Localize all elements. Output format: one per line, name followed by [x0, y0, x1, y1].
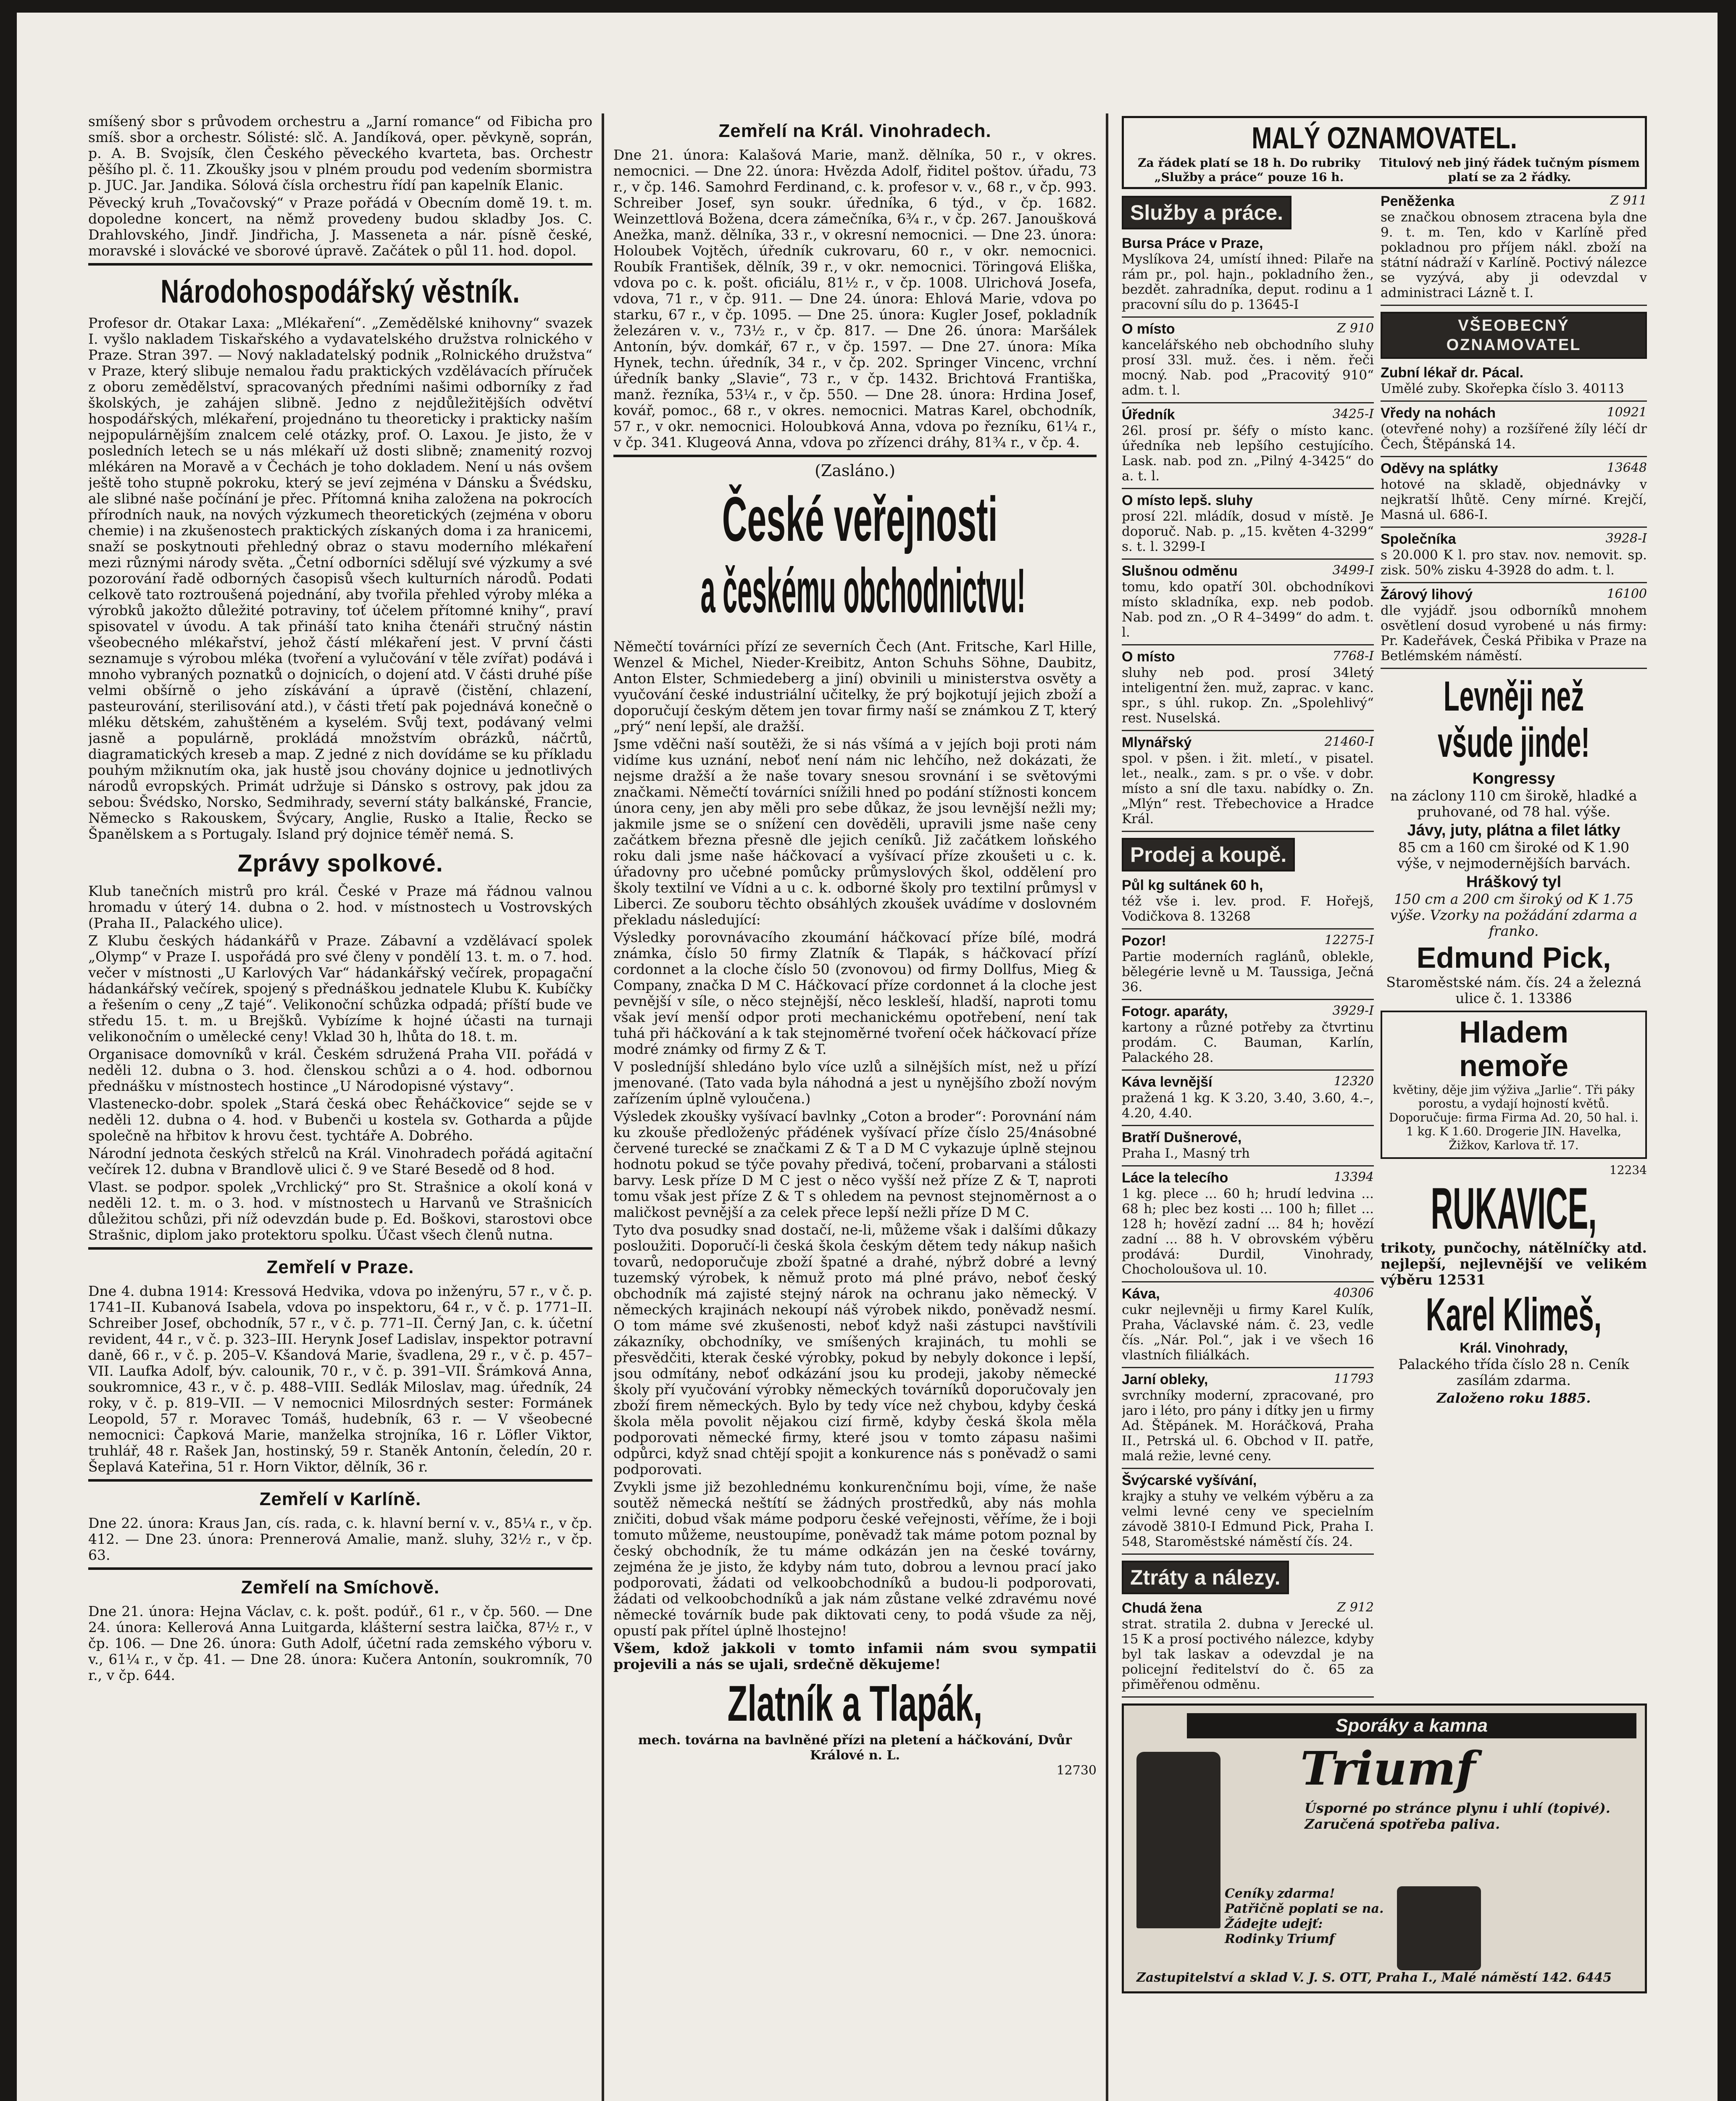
statement-paragraph: V posledníjší shledáno bylo více uzlů a silnějších míst, než u přízí jmenované. (Tato vada byla náhodná a jest u nynějšího zboží novým zařízením úplně vyloučena.): [613, 1058, 1097, 1107]
hladem-text: květiny, děje jim výživa „Jarlie“. Tři páky porostu, a vydají hojností květů. Doporučuje: firma Firma Ad. 20, 50 hal. i. 1 kg. K 1.60. Drogerie JIN. Havelka, Žižkov, Karlova tř. 17.: [1389, 1083, 1639, 1152]
classified-ad: Káva levnější 12320 pražená 1 kg. K 3.20, 3.40, 3.60, 4.–, 4.20, 4.40.: [1122, 1072, 1374, 1126]
club-news-item: Vlastenecko-dobr. spolek „Stará česká obec Řeháčkovice“ sejde se v neděli 12. dubna o 4. hod. v Bubenči u kostela sv. Gotharda a půjde společně na hřbitov k hrovu čest. tychtáře A. Dobrého.: [88, 1095, 592, 1144]
stove-illustration-small: [1397, 1886, 1481, 1970]
javy-text: 85 cm a 160 cm široké od K 1.90 výše, v nejmodernějších barvách.: [1397, 839, 1631, 871]
scan-border-right: [1718, 0, 1736, 2101]
column-rule-2: [1106, 113, 1108, 2101]
deaths-prague-list: Dne 4. dubna 1914: Kressová Hedvika, vdova po inženýru, 57 r., v č. p. 1741–II. Kubanová Isabela, vdova po inspektoru, 64 r., v č. p. 1771–II. Schreiber Josef, obchodník, 57 r., v č. p. 771–II. Černý Jan, c. k. účetní revident, 44 r., v č. p. 323–III. Herynk Josef Ladislav, inspektor potravní daně, 66 r., v č. p. 205–V. Kšandová Marie, švadlena, 29 r., v č. p. 457–VII. Laufka Adolf, býv. calounik, 70 r., v č. p. 391–VII. Šrámková Anna, soukromnice, 43 r., v č. p. 488–VIII. Sedlák Miloslav, mag. úředník, 24 roky, v č. p. 819–VII. — V nemocnici Milosrdných sester: Formánek Leopold, 57 r. Moravec Tomáš, hudebník, 63 r. — V všeobecné nemocnici: Čapková Marie, manželka strojníka, 16 r. Löfler Viktor, truhlář, 48 r. Rašek Jan, hostinský, 59 r. Staněk Antonín, čeledín, 20 r. Šeplavá Kateřina, 51 r. Horn Viktor, dělník, 36 r.: [88, 1283, 592, 1475]
classified-ad: Jarní obleky, 11793 svrchníky moderní, zpracované, pro jaro i léto, pro pány i dítky jen u firmy Ad. Štěpánek. M. Horáčková, Praha II., Petrská ul. 6. Obchod v II. patře, malá režie, levné ceny.: [1122, 1370, 1374, 1469]
deaths-smichov-list: Dne 21. února: Hejna Václav, c. k. pošt. podúř., 61 r., v čp. 560. — Dne 24. února: Kellerová Anna Luitgarda, klášterní sestra laička, 87½ r., v čp. 106. — Dne 26. února: Guth Adolf, účetní rada zemského výboru v. v., 61¼ r., v čp. 41. — Dne 28. února: Kučera Antonín, soukromník, 70 r., v čp. 644.: [88, 1603, 592, 1683]
classified-ad: Zubní lékař dr. Pácal. Umělé zuby. Skořepka číslo 3. 40113: [1381, 363, 1647, 402]
scan-border-left: [0, 0, 17, 2101]
classified-ad: Úředník 3425-I 26l. prosí pr. šéfy o místo kanc. úředníka neb lepšího cestujícího. Lask. nab. pod zn. „Pilný 4-3425“ do a. t. l.: [1122, 405, 1374, 489]
club-news-item: Organisace domovníků v král. Českém sdružená Praha VII. pořádá v neděli 12. dubna o 3. hod. členskou schůzi a o 4. hod. odbornou přednášku v místnostech hostince „U Národopisné výstavy“.: [88, 1046, 592, 1094]
triumf-catalog-note: Ceníky zdarma! Patřičně poplati se na. Žádejte udejť: Rodinky Triumf: [1225, 1886, 1384, 1946]
statement-paragraph: Zvykli jsme již bezohlednému konkurenčnímu boji, víme, že naše soutěž německá neštítí se žádných prostředků, aby nás mohla zničiti, dobud však máme podporu české veřejnosti, věříme, že i boji tomuto můžeme, neustoupíme, poněvadž tak máme potom poznal by český obchodník, že tu máme odkázán jen na české továrny, zejména že je jisto, že kdyby nám tuto, dobrou a levnou prací jako podporovati, žádati od velkoobchodníků a budou-li podporovati, žádati od velkoobchodníků a jak nám zůstane velké zdravému nové německé továrník bude pak diktovati ceny, to podá všude za něj, opustí pak přítel úplně lhostejno!: [613, 1479, 1097, 1639]
scan-border-top: [0, 0, 1736, 13]
column-middle: [613, 113, 1097, 2101]
classified-ad: Mlynářský 21460-I spol. v pšen. i žit. mletí., v pisatel. let., nealk., zam. s pr. o vše. v dobr. místo a sní dle taxu. nabídky o. Zn. „Mlýn“ rest. Třebechovice a Hradce Král.: [1122, 733, 1374, 832]
pick-name: Edmund Pick,: [1416, 941, 1611, 974]
hladem-title-1: Hladem: [1459, 1016, 1569, 1049]
classified-ad: Žárový lihový 16100 dle vyjádř. jsou odborníků mnohem osvětlení dosud vyrobené u nás firmy: Pr. Kadeřávek, Česká Přibika v Praze na Betlémském náměstí.: [1381, 585, 1647, 669]
statement-paragraph: Jsme vděčni naší soutěži, že si nás všímá a v jejích boji proti nám vidíme kus uznání, neboť není nám nic lehčího, než dokázati, že nejsme dražší a že naše tovary snesou srovnání i se světovými značkami. Němečtí továrníci snížili hned po podání stížnosti koncem února ceny, jen aby měli pro sebe důkaz, že jsou levnější nežli my; jakmile jsme se o snížení cen dověděli, upravili jsme naše ceny začátkem března přesně dle jejich ceníků. Již začátkem loňského roku dali jsme naše háčkovací a vyšívací příze zkoušeti u c. k. úřadovny pro učebné pomůcky průmyslových škol, oddělení pro školy textilní ve Vídni a u c. k. odborné školy pro textilní průmysl v Liberci. Ze souboru těchto obsáhlých zkoušek uvádíme v doslovném překladu následující:: [613, 736, 1097, 928]
javy-title: Jávy, juty, plátna a filet látky: [1407, 821, 1620, 839]
statement-paragraph: Němečtí továrníci přízí ze severních Čech (Ant. Fritsche, Karl Hille, Wenzel & Michel, Nieder-Kreibitz, Anton Schuhs Söhne, Daubitz, Anton Elster, Schmiedeberg a jiní) obvinili u ministerstva osvěty a vyučování české industriální učitelky, že prý bojkotují jejich zboží a doporučují českým dětem jen tovar firmy naší se známkou Z T, který „prý“ není lepší, ale dražší.: [613, 638, 1097, 735]
category-sales: Prodej a koupě.: [1122, 838, 1295, 871]
deaths-smichov-title: Zemřelí na Smíchově.: [241, 1577, 440, 1598]
classified-ad: Společníka 3928-I s 20.000 K l. pro stav. nov. nemovit. sp. zisk. 50% zisku 4-3928 do adm. t. l.: [1381, 529, 1647, 583]
category-lost-found: Ztráty a nálezy.: [1122, 1561, 1289, 1594]
triumf-dealer: Zastupitelství a sklad V. J. S. OTT, Praha I., Malé náměstí 142. 6445: [1136, 1970, 1612, 1985]
club-news-title: Zprávy spolkové.: [237, 850, 443, 877]
hrackovy-text: 150 cm a 200 cm široký od K 1.75 výše. Vzorky na požádání zdarma a franko.: [1390, 891, 1638, 939]
classified-ad: Slušnou odměnu 3499-I tomu, kdo opatří 30l. obchodníkovi místo skladníka, exp. neb podob. Nab. pod zn. „O R 4–3499“ do adm. t. l.: [1122, 561, 1374, 645]
classifieds-grid: [1122, 192, 1647, 1699]
klimes-established: Založeno roku 1885.: [1436, 1390, 1591, 1406]
signature-code: 12730: [1056, 1763, 1097, 1778]
hladem-title-2: nemoře: [1459, 1049, 1569, 1083]
klimes-subtitle: Král. Vinohrady,: [1460, 1340, 1568, 1356]
kongressy-title: Kongressy: [1472, 770, 1555, 787]
statement-thanks: Všem, kdož jakkoli v tomto infamii nám svou sympatii projevili a nás se ujali, srdečně děkujeme!: [613, 1640, 1097, 1672]
signature-subtitle: mech. továrna na bavlněné přízi na pletení a háčkování, Dvůr Králové n. L.: [638, 1733, 1072, 1763]
classified-ad: Peněženka Z 911 se značkou obnosem ztracena byla dne 9. t. m. Ten, kdo v Karlíně před pokladnou pro příjem nákl. zboží na státní nádraží v Karlíně. Poctivý nálezce se vyzývá, aby ji odevzdal v administraci Lázně t. I.: [1381, 192, 1647, 306]
levneji-headline-1: Levněji než: [1443, 673, 1584, 720]
zaslano-label: (Zasláno.): [815, 461, 895, 480]
classified-ad: O místo 7768-I sluhy neb pod. prosí 34letý inteligentní žen. muž, zaprac. v kanc. spr., s úhl. rukop. Zn. „Spolehlivý“ rest. Nuselská.: [1122, 647, 1374, 731]
club-news-item: Národní jednota českých střelců na Král. Vinohradech pořádá agitační večírek 12. dubna v Brandlově ulici č. 9 ve Staré Besedě od 8 hod.: [88, 1145, 592, 1177]
levneji-headline-2: všude jinde!: [1438, 719, 1590, 766]
classified-ad: O místo Z 910 kancelářského neb obchodního sluhy prosí 33l. muž. čes. i něm. řeči mocný. Nab. pod „Pracovitý 910“ adm. t. l.: [1122, 319, 1374, 403]
divider: [88, 1247, 592, 1250]
classified-ad: Bursa Práce v Praze, Myslíkova 24, umístí ihned: Pilaře na rám pr., pol. hajn., pokladního žen., bezdět. zahradníka, deput. rodinu a 1 pracovní sílu do p. 13645-I: [1122, 234, 1374, 318]
club-news-item: Vlast. se podpor. spolek „Vrchlický“ pro St. Strašnice a okolí koná v neděli 12. t. m. o 3. hod. v místnostech u Harvanů ve Strašnicích důležitou schůzi, při níž odevzdán bude p. Ed. Boškovi, starostovi obce Strašnic, diplom jako protektoru spolku. Účast všech členů nutna.: [88, 1179, 592, 1243]
statement-paragraph: Výsledek zkoušky vyšívací bavlnky „Coton a broder“: Porovnání nám ku zkouše předloženýc přádének vyšívací příze číslo 25/4násobné červené turecké se značkami Z & T a D M C vykazuje úplně stejnou hodnotu pokud se týče povahy předivá, točení, probarvani a stálosti barvy. Lesk příze D M C jest o něco vyšší než příze Z & T, naproti tomu však jest příze Z & T s ohledem na pevnost stejnoměrnost a o maličkost pevnější a za celek přece lepší nežli příze D M C.: [613, 1108, 1097, 1220]
deaths-prague-title: Zemřelí v Praze.: [266, 1257, 414, 1277]
category-services: Služby a práce.: [1122, 196, 1291, 229]
hladem-ad: [1381, 1011, 1647, 1159]
triumf-brand: Triumf: [1300, 1741, 1476, 1796]
classified-ad: Káva, 40306 cukr nejlevněji u firmy Karel Kulík, Praha, Václavské nám. č. 23, vedle čís. „Nár. Pol.“, jak i ve všech 16 vlastních filiálkách.: [1122, 1284, 1374, 1368]
statement-paragraph: Výsledky porovnávacího zkoumání háčkovací příze bílé, modrá známka, číslo 50 firmy Zlatník & Tlapák, s háčkovací přízí cordonnet a la cloche číslo 50 (zvonovou) od firmy Dollfus, Mieg & Company, značka D M C. Háčkovací příze cordonnet á la cloche jest pevnější v síle, o něco stejnější, něco leskleší, hladší, naproti tomu však jeví menší odpor proti mechanickému opotřebení, není tak tuhá při háčkování a k tak stejnoměrné tvoření oček háčkovací příze modré známky od firmy Z & T.: [613, 929, 1097, 1057]
economic-section-title: Národohospodářský věstník.: [160, 273, 520, 310]
classified-ad: Bratří Dušnerové, Praha I., Masný trh: [1122, 1128, 1374, 1166]
classified-ad: Oděvy na splátky 13648 hotové na skladě, objednávky v nejkratší lhůtě. Ceny mírné. Krejčí, Masná ul. 686-I.: [1381, 459, 1647, 528]
classifieds-right: [1381, 192, 1647, 1699]
hrackovy-title: Hráškový tyl: [1466, 873, 1561, 891]
triumf-stove-ad: [1122, 1703, 1647, 1993]
triumf-subtitle: Úsporné po stránce plynu i uhlí (topivé). Zaručená spotřeba paliva.: [1305, 1800, 1610, 1832]
vseobecny-oznamovatel-banner: VŠEOBECNÝ OZNAMOVATEL: [1381, 312, 1647, 359]
deaths-vinohrady-title: Zemřelí na Král. Vinohradech.: [718, 121, 992, 141]
rukavice-text: trikoty, punčochy, nátělníčky atd. nejlepší, nejlevnější ve velikém výběru 12531: [1381, 1240, 1647, 1288]
klimes-name: Karel Klimeš,: [1426, 1289, 1602, 1340]
klimes-text: Palackého třída číslo 28 n. Ceník zasílám zdarma.: [1398, 1356, 1629, 1388]
club-news-item: Z Klubu českých hádankářů v Praze. Zábavní a vzdělávací spolek „Olymp“ v Praze I. uspořádá pro své členy v pondělí 13. t. m. o 7. hod. večer v místnosti „U Karlových Var“ hádankářský večírek, propagační hádankářský večírek, spojený s přednáškou jednatele Klubu K. Kubíčky a řešením o ceny „Z tajé“. Velikonoční schůzka odpadá; příští bude ve středu 15. t. m. u Brejšků. Vybízíme k hojné účasti na turnaji velikonočním o umělecké ceny! Vklad 30 h, lhůta do 18. t. m.: [88, 932, 592, 1045]
divider: [613, 455, 1097, 457]
classified-ad: Švýcarské vyšívání, krajky a stuhy ve velkém výběru a za velmi levné ceny ve specielním závodě 3810-I Edmund Pick, Praha I. 548, Staroměstské náměstí čís. 24.: [1122, 1471, 1374, 1555]
club-news-item: Klub tanečních mistrů pro král. České v Praze má řádnou valnou hromadu v úterý 14. dubna o 2. hod. v místnostech u Vostrovských (Praha II., Palackého ulice).: [88, 883, 592, 931]
classified-ad: Láce la telecího 13394 1 kg. plece ... 60 h; hrudí ledvina ... 68 h; plec bez kosti ... 100 h; fillet ... 128 h; hovězí zadní ... 84 h; hovězí zadní ... 88 h. V obrovském výběru prodává: Durdil, Vinohrady, Chocholoušova ul. 10.: [1122, 1168, 1374, 1282]
triumf-ad-title: Sporáky a kamna: [1187, 1713, 1636, 1738]
deaths-karlin-list: Dne 22. února: Kraus Jan, cís. rada, c. k. hlavní berní v. v., 85¼ r., v čp. 412. — Dne 23. února: Prennerová Amalie, manž. sluhy, 32½ r., v čp. 63.: [88, 1515, 592, 1563]
headline-line-1: České veřejnosti: [722, 484, 998, 554]
rukavice-code: 12234: [1609, 1163, 1647, 1177]
statement-paragraph: Tyto dva posudky snad dostačí, ne-li, můžeme však i dalšími důkazy posloužiti. Doporučí-li česká škola českým dětem tedy nákup našich tovarů, nedoporučuje zboží špatné a drahé, nýbrž dobré a levný tuzemský výrobek, k němuž proto má plné právo, neboť český obchodník má zajisté stejný nárok na ochranu jako německý. V německých krajinách nekoupí náš výrobek nikdo, poněvadž nesmí. O tom máme své zkušenosti, neboť když naši zástupci navštívili zákazníky, obchodníky, ve smíšených krajinách, tu mohli se přesvědčiti, kterak české výrobky, pokud by nebyly dokonce i lepší, jsou odmítány, neboť odkázání jsou ku prodeji, jakoby německé školy pří vyučování výrobky německých továrníků doporučovaly jen zboží firem německých. Bylo by tedy více než chybou, kdyby česká škola měla povolit nějakou cizí firmě, kdyby česká škola měla podporovati německé firmy, které jsou v tomto zápasu našimi odpůrci, když snad chtějí spojit a konkurence nás s poněvadž o sami podporovati.: [613, 1222, 1097, 1477]
classified-ad: O místo lepš. sluhy prosí 22l. mládík, dosud v místě. Je doporuč. Nab. p. „15. květen 4-3299“ s. t. l. 3299-I: [1122, 491, 1374, 560]
column-right: [1122, 113, 1647, 2101]
divider: [88, 1479, 592, 1482]
column-left: [88, 113, 592, 2101]
intro-paragraph: Pěvecký kruh „Tovačovský“ v Praze pořádá v Obecním domě 19. t. m. dopoledne koncert, na němž provedeny budou skladby Jos. C. Drahlovského, Jindř. Jindřicha, J. Masseneta a nár. písně české, moravské i slovácké ve sborové úpravě. Začátek o půl 11. hod. dopol.: [88, 195, 592, 259]
classified-ad: Fotogr. aparáty, 3929-I kartony a různé potřeby za čtvrtinu prodám. C. Bauman, Karlín, Palackého 28.: [1122, 1002, 1374, 1071]
classified-ad: Pozor! 12275-I Partie moderních raglánů, oblekle, bělegérie levně u M. Taussiga, Ječná 36.: [1122, 931, 1374, 1000]
classifieds-price-note: Za řádek platí se 18 h. Do rubriky „Služby a práce“ pouze 16 h.: [1138, 156, 1360, 184]
classified-ad: Chudá žena Z 912 strat. stratila 2. dubna v Jerecké ul. 15 K a prosí poctivého nálezce, kdyby byl tak laskav a odevzdal je na policejní ředitelství do č. 65 za přiměřenou odměnu.: [1122, 1598, 1374, 1698]
economic-article: Profesor dr. Otakar Laxa: „Mlékaření“. „Zemědělské knihovny“ svazek I. vyšlo nakladem Tiskařského a vydavatelského družstva rolnického v Praze. Stran 397. — Nový nakladatelský podnik „Rolnického družstva“ v Praze, který slibuje nemalou řadu praktických vzdělávacích příruček z oboru zemědělství, spracovaných předními našimi odborníky z řad školských, je zahájen slibně. Jedno z nejdůležitějších odvětví hospodářských, mlékaření, projednáno tu theoreticky i prakticky naším nejpopulárnějším znalcem celé otázky, prof. O. Laxou. Je jisto, že v posledních letech se u nás mlékaří už dosti slibně; znamenitý rozvoj mlékáren na Moravě a v Čechách je toho dokladem. Není u nás ovšem ještě toho stupně pokroku, který se jeví zejména v Dánsku a Švédsku, ale slibné naše počínání je přec. Přítomná kniha založena na pokrocích přírodních nauk, na nových výzkumech theoretických (zejména v oboru chemie) i na zkušenostech praktických získaných doma i za hranicemi, snaží se poskytnouti přehledný obraz o stavu moderního mlékaření mezi různými národy světa. „Četní odborníci sdělují své výzkumy a své pozorování řadě odborných časopisů všech kulturních národů. Podati celkově tato roztroušená pojednání, aby tvořila přehled výroby mléka a výrobků jakožto důležité potraviny, toť účelem přítomné knihy“, praví spisovatel v úvodu. A tak přináší tato kniha čtenáři stručný nástin všeobecného mlékařství, jehož částí mlékaření jest. V první části seznamuje s výrobou mléka (tvoření a vylučování v těle zvířat) podává i mnoho vybraných poznatků o dojnicích, o dojení atd. V části druhé píše velmi obšírně o jeho získávání a úpravě (čistění, chlazení, pasteurování, sterilisování atd.), v části třetí pak pojednává konečně o mléku dětském, zahuštěném a kyselém. Svůj text, podávaný velmi jasně a populárně, prokládá množstvím obrázků, náčrtů, diagramatických kreseb a map. Z jedné z nich dovídáme se ku příkladu pouhým mžiknutím oka, jak hustě jsou chovány dojnice u jednotlivých národů evropských. Primát udržuje si Dánsko s ostrovy, pak jdou za sebou: Švédsko, Norsko, Sedmihrady, severní státy balkánské, Francie, Německo s Rakouskem, Švýcary, Anglie, Rusko a Italie, Řecko se Španělskem a s Portugaly. Island prý dojnice téměř nemá. S.: [88, 315, 592, 842]
classifieds-bold-note: Titulový neb jiný řádek tučným písmem platí se za 2 řádky.: [1379, 156, 1640, 184]
classifieds-left: [1122, 192, 1374, 1699]
intro-paragraph: smíšený sbor s průvodem orchestru a „Jarní romance“ od Fibicha pro smíš. sbor a orchestr. Sólisté: slč. A. Jandíková, oper. pěvkyně, soprán, p. A. B. Svojsík, člen Českého pěveckého kvarteta, bas. Orchestr pěšího pl. č. 11. Zkoušky jsou v plném proudu pod vedením sbormistra p. JUC. Jar. Jandika. Sólová čísla orchestru řídí pan kapelník Elanic.: [88, 113, 592, 193]
divider: [88, 1567, 592, 1570]
signature-firm: Zlatník a Tlapák,: [727, 1675, 983, 1732]
divider: [88, 263, 592, 266]
classified-ad: Vředy na nohách 10921 (otevřené nohy) a rozšířené žíly léčí dr Čech, Štěpánská 14.: [1381, 403, 1647, 457]
headline-line-2: a českému obchodnictvu!: [700, 555, 1026, 626]
deaths-vinohrady-list: Dne 21. února: Kalašová Marie, manž. dělníka, 50 r., v okres. nemocnici. — Dne 22. února: Hvězda Adolf, řiditel poštov. úřadu, 73 r., v čp. 146. Samohrd Ferdinand, c. k. profesor v. v., 68 r., v čp. 993. Schreiber Josef, syn soukr. úředníka, 6 týd., v čp. 1682. Weinzettlová Božena, dcera zámečníka, 6¾ r., v čp. 267. Janoušková Anežka, manž. dělníka, 33 r., v okresní nemocnici. — Dne 23. února: Holoubek Vojtěch, úředník cukrovaru, 60 r., v okr. nemocnici. Roubík František, dělník, 39 r., v okr. nemocnici. Töringová Eliška, vdova po c. k. pošt. oficiálu, 81½ r., v čp. 1008. Ulrichová Josefa, vdova, 71 r., v čp. 911. — Dne 24. února: Ehlová Marie, vdova po starku, 67 r., v čp. 1095. — Dne 25. února: Kugler Josef, pokladník železáren v. v., 73½ r., v čp. 817. — Dne 26. února: Maršálek Antonín, býv. domkář, 67 r., v čp. 1597. — Dne 27. února: Míka Hynek, techn. úředník, 34 r., v čp. 202. Springer Vincenc, vrchní úředník banky „Slavie“, 73 r., v čp. 1432. Brichtová Františka, manž. řezníka, 53¼ r., v čp. 550. — Dne 28. února: Hrdina Josef, kovář, pomoc., 68 r., v okres. nemocnici. Matras Karel, obchodník, 57 r., v okr. nemocnici. Holoubková Anna, vdova po řezníku, 61¼ r., v čp. 341. Klugeová Anna, vdova po zřízenci dráhy, 81¾ r., v čp. 4.: [613, 147, 1097, 450]
kongressy-text: na záclony 110 cm širokě, hladké a pruhované, od 78 hal. výše.: [1390, 787, 1637, 820]
deaths-karlin-title: Zemřelí v Karlíně.: [259, 1489, 421, 1509]
classified-ad: Půl kg sultánek 60 h, též vše i. lev. prod. F. Hořejš, Vodičkova 8. 13268: [1122, 876, 1374, 929]
column-rule-1: [602, 113, 604, 2101]
classifieds-header: [1122, 116, 1647, 189]
classifieds-title: MALÝ OZNAMOVATEL.: [1252, 121, 1517, 155]
pick-address: Staroměstské nám. čís. 24 a železná ulice č. 1. 13386: [1386, 974, 1641, 1006]
rukavice-headline: RUKAVICE,: [1431, 1175, 1597, 1241]
stove-illustration: [1136, 1752, 1220, 1928]
